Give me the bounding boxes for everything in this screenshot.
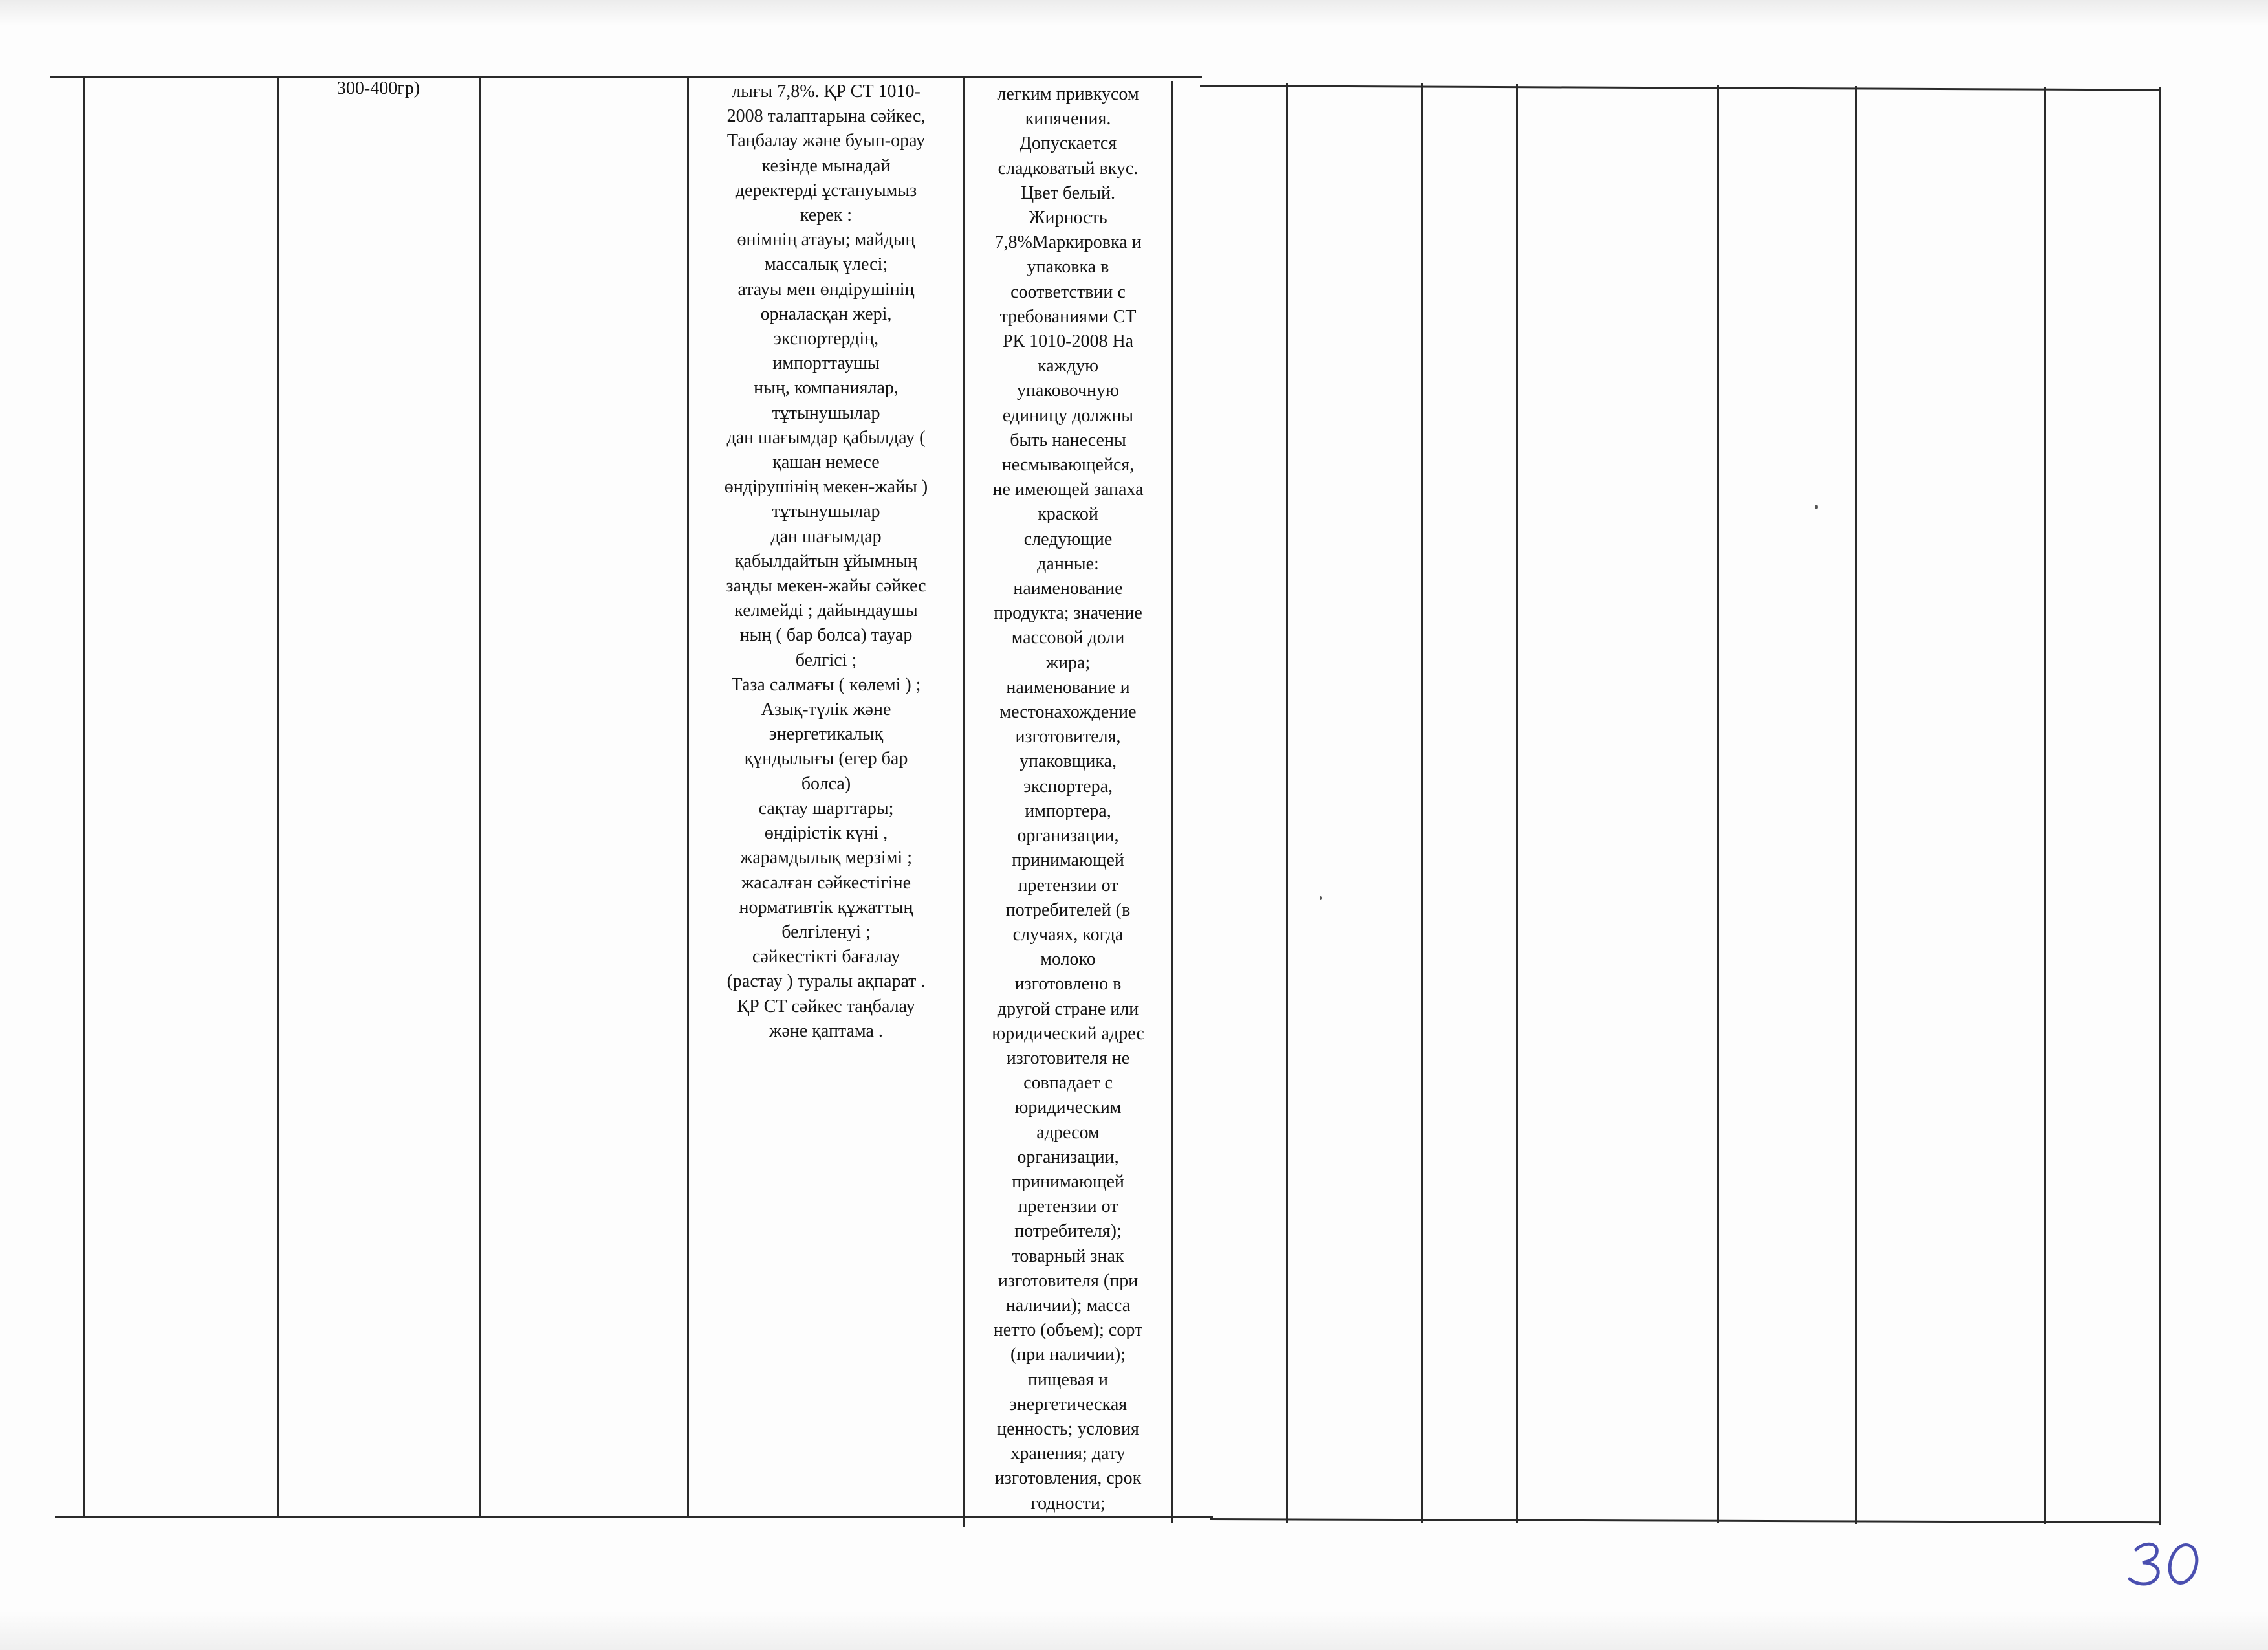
column-divider-1 [83, 76, 85, 1517]
scan-speck [1320, 896, 1322, 900]
scan-speck [1815, 505, 1818, 509]
column-divider-12 [2044, 87, 2046, 1524]
cell-col3-weight: 300-400гр) [336, 78, 420, 98]
table-bottom-rule-right [1210, 1518, 2161, 1523]
column-divider-13 [2159, 87, 2161, 1525]
table-top-rule [50, 76, 1202, 78]
table-top-rule-right [1200, 85, 2161, 91]
column-divider-2 [277, 76, 279, 1517]
column-divider-9 [1516, 84, 1518, 1523]
cell-col6-russian-labeling: легким привкусом кипячения. Допускается сладковатый вкус. Цвет белый. Жирность 7,8%Маркировка и упаковка в соответствии с требованиями СТ РК 1010-2008 На каждую упаковочную единицу должны быть нанесены несмывающейся, не имеющей запаха краской следующие данные: наименование продукта; значение массовой доли жира; наименование и местонахождение изготовителя, упаковщика, экспортера, импортера, организации, принимающей претензии от потребителей (в случаях, когда молоко изготовлено в другой стране или юридический адрес изготовителя не совпадает с юридическим адресом организации, принимающей претензии от потребителя); товарный знак изготовителя (при наличии); масса нетто (объем); сорт (при наличии); пищевая и энергетическая ценность; условия хранения; дату изготовления, срок годности; [992, 84, 1144, 1513]
table-bottom-rule [55, 1516, 1213, 1518]
column-divider-11 [1855, 86, 1857, 1524]
column-divider-6 [1171, 81, 1173, 1523]
scan-edge-shade-bottom [0, 1611, 2268, 1650]
column-divider-3 [479, 76, 481, 1517]
column-divider-10 [1717, 85, 1719, 1523]
cell-col5-kazakh-labeling: лығы 7,8%. ҚР СТ 1010- 2008 талаптарына сәйкес, Таңбалау және буып-орау кезінде мынадай деректерді ұстануымыз керек : өнімнің атауы; майдың массалық үлесі; атауы мен өндірушінің орналасқан жері, экспортердің, импорттаушы ның, компаниялар, тұтынушылар дан шағымдар қабылдау ( қашан немесе өндірушінің мекен-жайы ) тұтынушылар дан шағымдар қабылдайтын ұйымның заңды мекен-жайы сәйкес келмейді ; дайындаушы ның ( бар болса) тауар белгісі ; Таза салмағы ( көлемі ) ; Азық-түлік және энергетикалық құндылығы (егер бар болса) сақтау шарттары; өндірістік күні , жарамдылық мерзімі ; жасалған сәйкестігіне нормативтік құжаттың белгіленуі ; сәйкестікті бағалау (растау ) туралы ақпарат . ҚР СТ сәйкес таңбалау және қаптама . [724, 82, 928, 1041]
column-divider-7 [1286, 83, 1288, 1523]
handwritten-page-number [2123, 1534, 2207, 1592]
column-divider-4 [687, 76, 689, 1517]
column-divider-8 [1421, 83, 1423, 1523]
column-divider-5 [963, 78, 965, 1527]
scan-edge-shade-top [0, 0, 2268, 26]
